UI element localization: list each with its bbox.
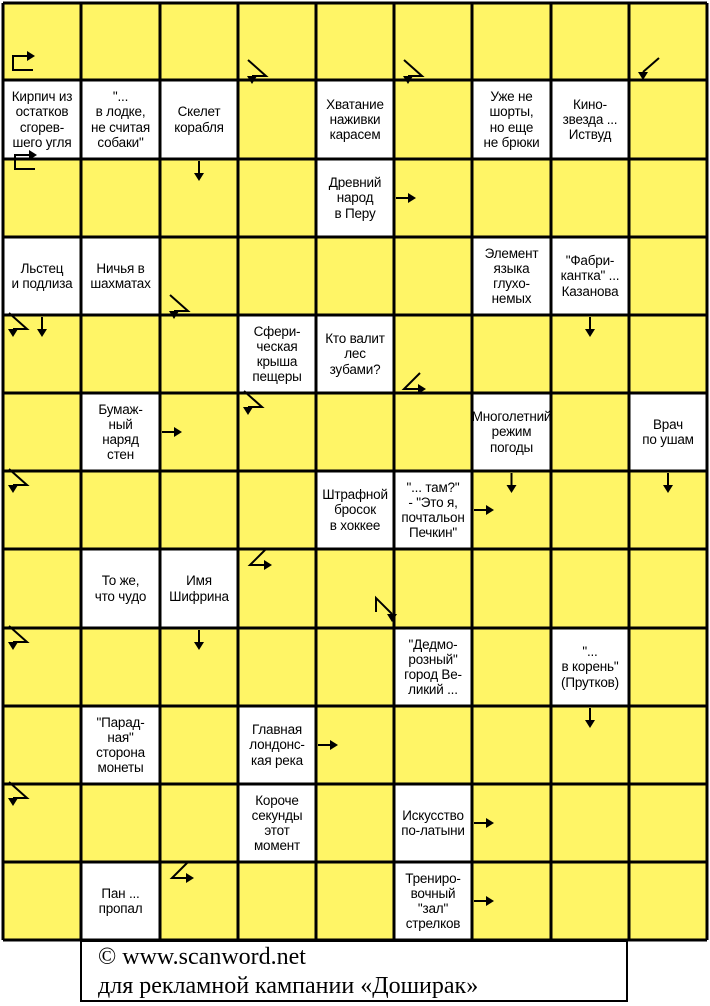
answer-cell[interactable] [551, 393, 629, 471]
answer-cell[interactable] [394, 315, 472, 393]
answer-cell[interactable] [160, 784, 238, 862]
answer-cell[interactable] [316, 393, 394, 471]
clue-cell: "... там?" - "Это я, почтальон Печкин" [394, 471, 472, 549]
answer-cell[interactable] [551, 159, 629, 237]
clue-cell: Бумаж- ный наряд стен [81, 393, 160, 471]
answer-cell[interactable] [394, 237, 472, 315]
answer-cell[interactable] [394, 3, 472, 80]
answer-cell[interactable] [238, 80, 316, 159]
clue-cell: Имя Шифрина [160, 549, 238, 628]
clue-cell: Искусство по-латыни [394, 784, 472, 862]
answer-cell[interactable] [160, 706, 238, 784]
answer-cell[interactable] [238, 549, 316, 628]
copyright-footer [80, 940, 628, 1002]
answer-cell[interactable] [3, 3, 81, 80]
answer-cell[interactable] [394, 80, 472, 159]
answer-cell[interactable] [160, 471, 238, 549]
answer-cell[interactable] [551, 315, 629, 393]
answer-cell[interactable] [238, 393, 316, 471]
clue-cell: Скелет корабля [160, 80, 238, 159]
clue-cell: Льстец и подлиза [3, 237, 81, 315]
answer-cell[interactable] [394, 393, 472, 471]
answer-cell[interactable] [551, 471, 629, 549]
answer-cell[interactable] [316, 628, 394, 706]
answer-cell[interactable] [472, 862, 551, 940]
answer-cell[interactable] [629, 471, 707, 549]
answer-cell[interactable] [472, 471, 551, 549]
answer-cell[interactable] [160, 862, 238, 940]
answer-cell[interactable] [629, 862, 707, 940]
clue-cell: "... в корень" (Прутков) [551, 628, 629, 706]
answer-cell[interactable] [316, 3, 394, 80]
answer-cell[interactable] [629, 315, 707, 393]
answer-cell[interactable] [3, 159, 81, 237]
answer-cell[interactable] [629, 784, 707, 862]
answer-cell[interactable] [551, 784, 629, 862]
answer-cell[interactable] [160, 3, 238, 80]
clue-cell: Хватание наживки карасем [316, 80, 394, 159]
answer-cell[interactable] [472, 159, 551, 237]
clue-cell: "Парад- ная" сторона монеты [81, 706, 160, 784]
answer-cell[interactable] [3, 471, 81, 549]
answer-cell[interactable] [316, 237, 394, 315]
answer-cell[interactable] [81, 471, 160, 549]
answer-cell[interactable] [316, 706, 394, 784]
clue-cell: Пан ... пропал [81, 862, 160, 940]
answer-cell[interactable] [472, 315, 551, 393]
answer-cell[interactable] [238, 628, 316, 706]
clue-cell: "Фабри- кантка" ... Казанова [551, 237, 629, 315]
answer-cell[interactable] [81, 3, 160, 80]
clue-cell: Многолетний режим погоды [472, 393, 551, 471]
clue-cell: Кино- звезда ... Иствуд [551, 80, 629, 159]
answer-cell[interactable] [238, 159, 316, 237]
answer-cell[interactable] [81, 628, 160, 706]
clue-cell: Врач по ушам [629, 393, 707, 471]
answer-cell[interactable] [629, 237, 707, 315]
copyright-line: © www.scanword.net [98, 944, 306, 970]
answer-cell[interactable] [3, 628, 81, 706]
answer-cell[interactable] [160, 237, 238, 315]
answer-cell[interactable] [160, 628, 238, 706]
clue-cell: Древний народ в Перу [316, 159, 394, 237]
answer-cell[interactable] [81, 784, 160, 862]
clue-cell: Главная лондонс- кая река [238, 706, 316, 784]
answer-cell[interactable] [472, 628, 551, 706]
answer-cell[interactable] [551, 3, 629, 80]
answer-cell[interactable] [81, 315, 160, 393]
answer-cell[interactable] [3, 706, 81, 784]
answer-cell[interactable] [629, 3, 707, 80]
clue-cell: Кирпич из остатков сгорев- шего угля [3, 80, 81, 159]
answer-cell[interactable] [629, 80, 707, 159]
answer-cell[interactable] [629, 706, 707, 784]
answer-cell[interactable] [160, 315, 238, 393]
answer-cell[interactable] [238, 237, 316, 315]
answer-cell[interactable] [394, 159, 472, 237]
answer-cell[interactable] [238, 471, 316, 549]
clue-cell: Ничья в шахматах [81, 237, 160, 315]
answer-cell[interactable] [3, 784, 81, 862]
clue-cell: Кто валит лес зубами? [316, 315, 394, 393]
clue-cell: Сфери- ческая крыша пещеры [238, 315, 316, 393]
answer-cell[interactable] [629, 159, 707, 237]
answer-cell[interactable] [238, 862, 316, 940]
clue-cell: То же, что чудо [81, 549, 160, 628]
answer-cell[interactable] [81, 159, 160, 237]
answer-cell[interactable] [551, 549, 629, 628]
answer-cell[interactable] [629, 628, 707, 706]
answer-cell[interactable] [316, 862, 394, 940]
answer-cell[interactable] [394, 549, 472, 628]
answer-cell[interactable] [551, 862, 629, 940]
clue-cell: "Дедмо- розный" город Ве- ликий ... [394, 628, 472, 706]
campaign-line: для рекламной кампании «Доширак» [98, 973, 479, 999]
answer-cell[interactable] [238, 3, 316, 80]
answer-cell[interactable] [472, 549, 551, 628]
answer-cell[interactable] [472, 706, 551, 784]
answer-cell[interactable] [316, 784, 394, 862]
clue-cell: Элемент языка глухо- немых [472, 237, 551, 315]
answer-cell[interactable] [3, 549, 81, 628]
answer-cell[interactable] [3, 315, 81, 393]
answer-cell[interactable] [316, 549, 394, 628]
answer-cell[interactable] [3, 862, 81, 940]
clue-cell: Штрафной бросок в хоккее [316, 471, 394, 549]
answer-cell[interactable] [160, 159, 238, 237]
answer-cell[interactable] [394, 706, 472, 784]
answer-cell[interactable] [551, 706, 629, 784]
answer-cell[interactable] [3, 393, 81, 471]
answer-cell[interactable] [160, 393, 238, 471]
clue-cell: Короче секунды этот момент [238, 784, 316, 862]
answer-cell[interactable] [472, 3, 551, 80]
answer-cell[interactable] [472, 784, 551, 862]
clue-cell: "... в лодке, не считая собаки" [81, 80, 160, 159]
clue-cell: Уже не шорты, но еще не брюки [472, 80, 551, 159]
clue-cell: Трениро- вочный "зал" стрелков [394, 862, 472, 940]
answer-cell[interactable] [629, 549, 707, 628]
